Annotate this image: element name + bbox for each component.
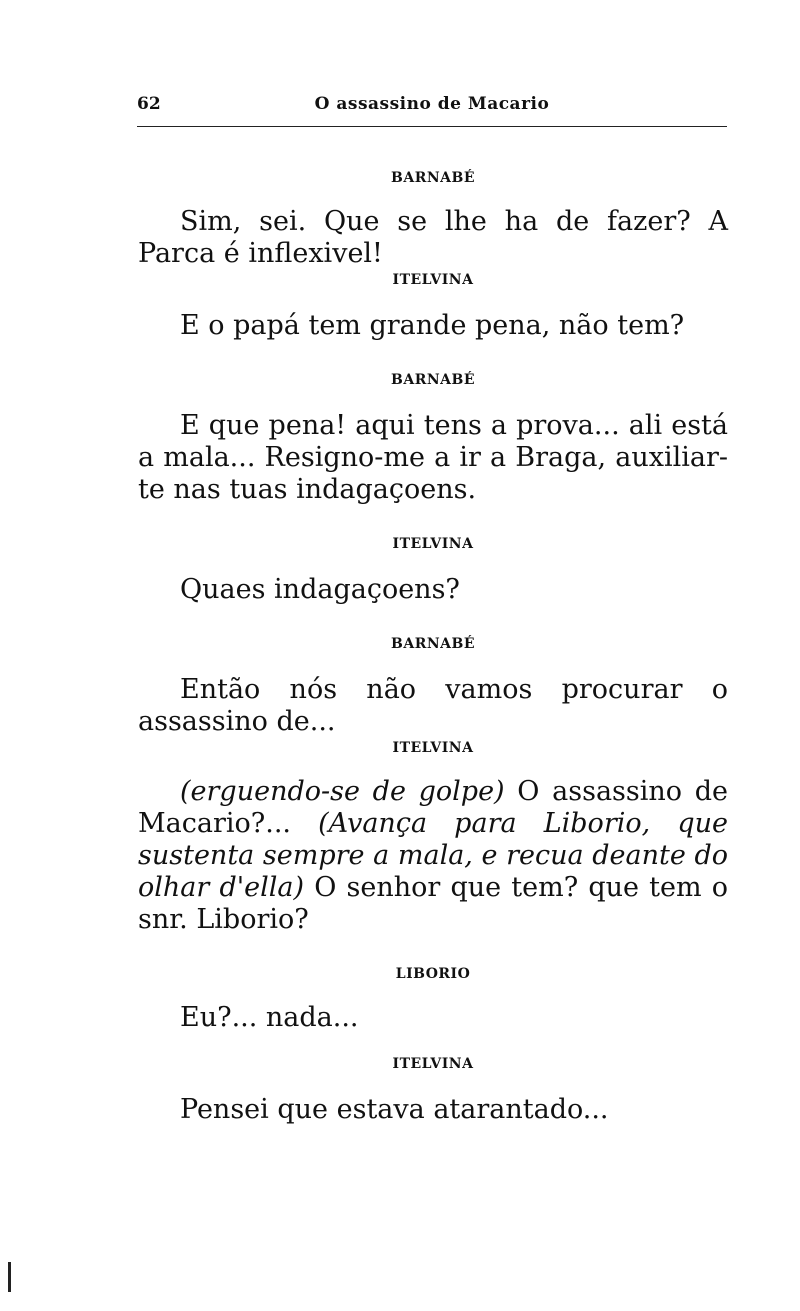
dialogue-line: E o papá tem grande pena, não tem? (180, 310, 685, 341)
speech-text: O senhor que tem? que tem o snr. Liborio? (138, 872, 729, 935)
speaker-name: LIBORIO (395, 966, 471, 982)
header-rule (137, 126, 727, 127)
stage-direction: (Avança para Liborio, que sustenta sempre a mala, e recua deante do olhar d'ella) (138, 808, 728, 903)
running-title: O assassino de Macario (314, 94, 550, 114)
stage-direction: (erguendo-se de golpe) (180, 776, 505, 807)
dialogue-line: Quaes indagaçoens? (180, 574, 460, 605)
speaker-name: BARNABÉ (391, 636, 475, 652)
dialogue-line: Eu?... nada... (180, 1002, 359, 1033)
speaker-name: ITELVINA (392, 740, 474, 756)
dialogue-line (138, 776, 728, 936)
speech-text: O assassino de Macario?... (138, 776, 728, 839)
speaker-name: BARNABÉ (391, 372, 475, 388)
speaker-name: BARNABÉ (391, 170, 475, 186)
page-header (137, 92, 727, 122)
dialogue-line: Então nós não vamos procurar o assassino de... (138, 674, 728, 737)
page-number: 62 (137, 94, 161, 114)
speaker-name: ITELVINA (392, 1056, 474, 1072)
scan-mark (8, 1262, 11, 1292)
dialogue-line: E que pena! aqui tens a prova... ali está a mala... Resigno-me a ir a Braga, auxiliar-te nas tuas indagaçoens. (138, 410, 728, 505)
dialogue-line: Sim, sei. Que se lhe ha de fazer? A Parca é inflexivel! (138, 206, 728, 269)
page-body (138, 160, 728, 1126)
speaker-name: ITELVINA (392, 272, 474, 288)
dialogue-line: Pensei que estava atarantado... (180, 1094, 609, 1125)
speaker-name: ITELVINA (392, 536, 474, 552)
